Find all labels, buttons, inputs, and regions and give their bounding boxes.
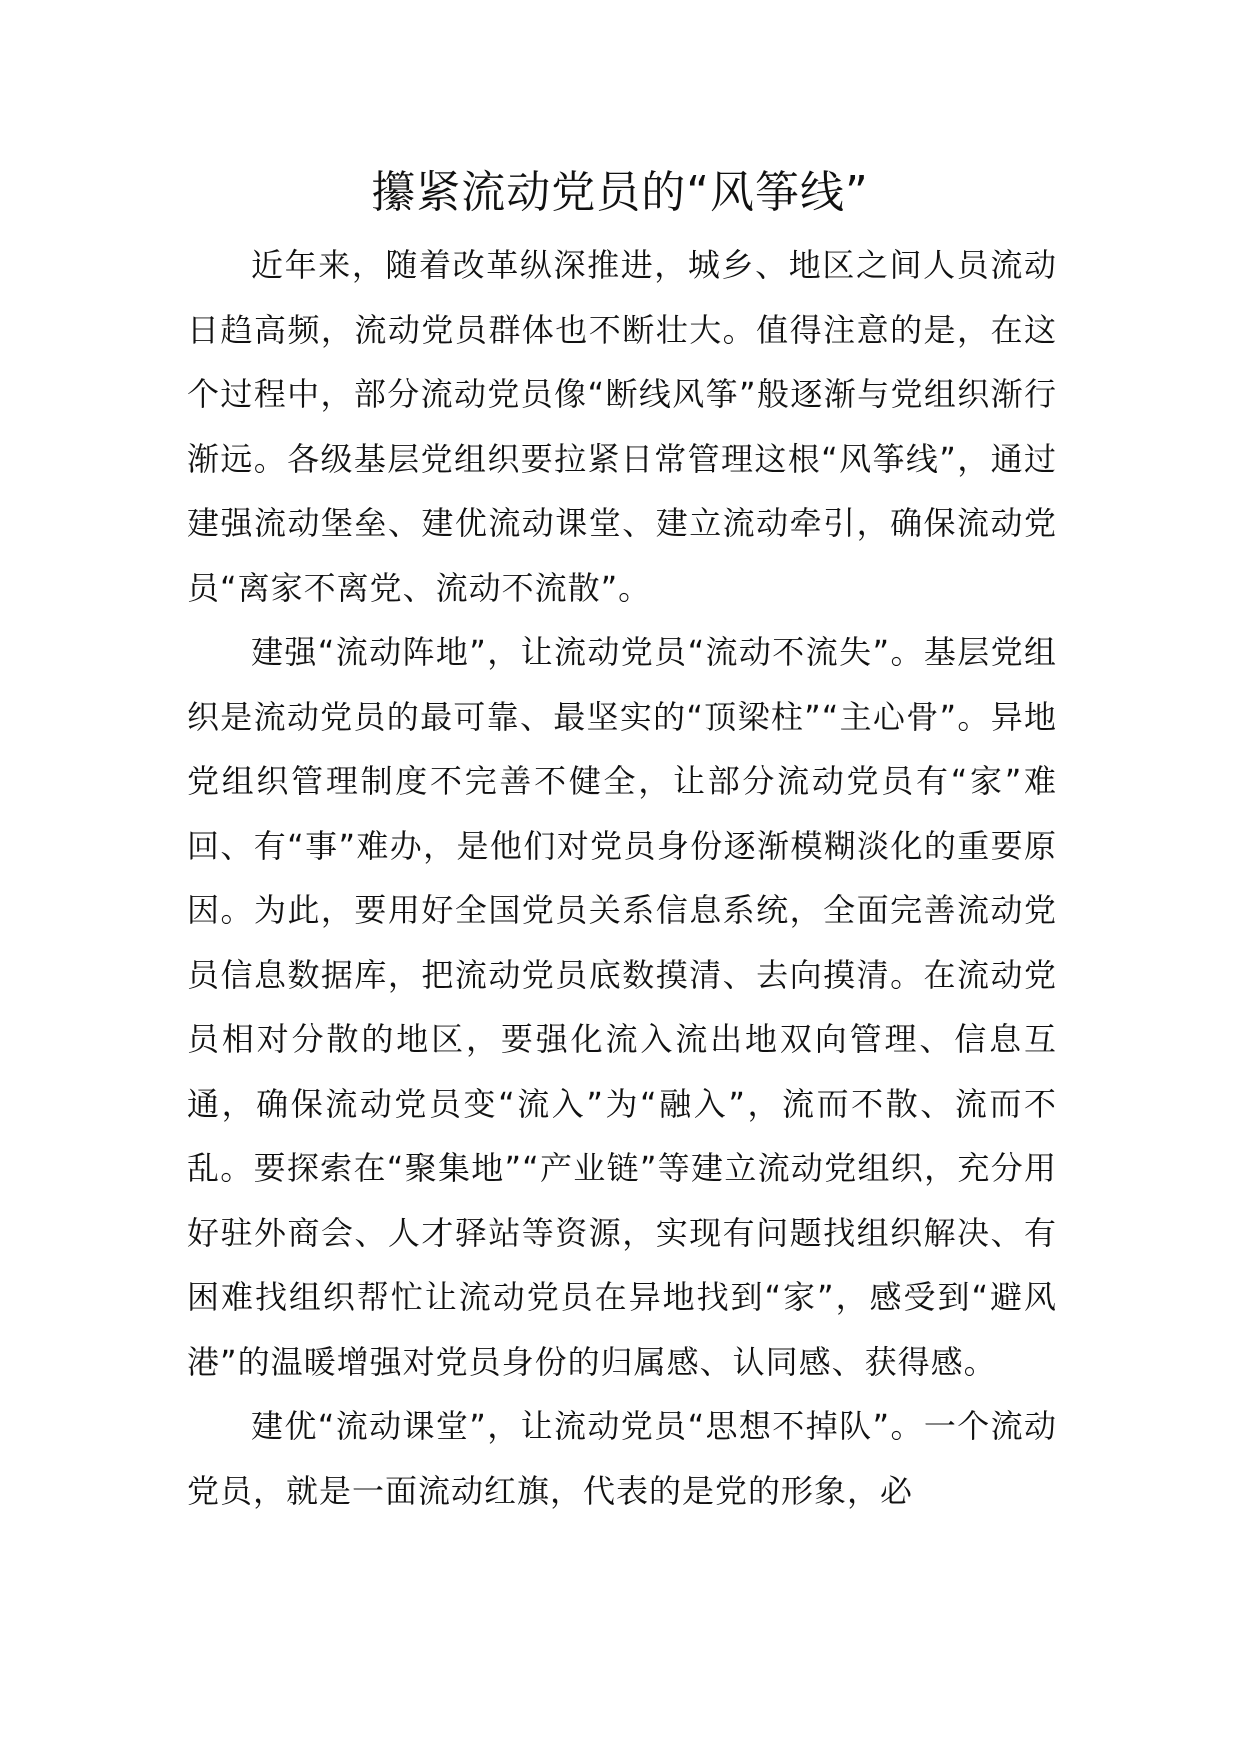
document-body [187,233,1057,1523]
paragraph: 建强“流动阵地”，让流动党员“流动不流失”。基层党组织是流动党员的最可靠、最坚实的“顶梁柱”“主心骨”。异地党组织管理制度不完善不健全，让部分流动党员有“家”难回、有“事”难办，是他们对党员身份逐渐模糊淡化的重要原因。为此，要用好全国党员关系信息系统，全面完善流动党员信息数据库，把流动党员底数摸清、去向摸清。在流动党员相对分散的地区，要强化流入流出地双向管理、信息互通，确保流动党员变“流入”为“融入”，流而不散、流而不乱。要探索在“聚集地”“产业链”等建立流动党组织，充分用好驻外商会、人才驿站等资源，实现有问题找组织解决、有困难找组织帮忙让流动党员在异地找到“家”，感受到“避风港”的温暖增强对党员身份的归属感、认同感、获得感。 [187,633,1057,1381]
document-title: 攥紧流动党员的“风筝线” [371,167,869,218]
paragraph: 建优“流动课堂”，让流动党员“思想不掉队”。一个流动党员，就是一面流动红旗，代表的是党的形象，必 [187,1407,1057,1510]
paragraph: 近年来，随着改革纵深推进，城乡、地区之间人员流动日趋高频，流动党员群体也不断壮大。值得注意的是，在这个过程中，部分流动党员像“断线风筝”般逐渐与党组织渐行渐远。各级基层党组织要拉紧日常管理这根“风筝线”，通过建强流动堡垒、建优流动课堂、建立流动牵引，确保流动党员“离家不离党、流动不流散”。 [187,246,1057,607]
